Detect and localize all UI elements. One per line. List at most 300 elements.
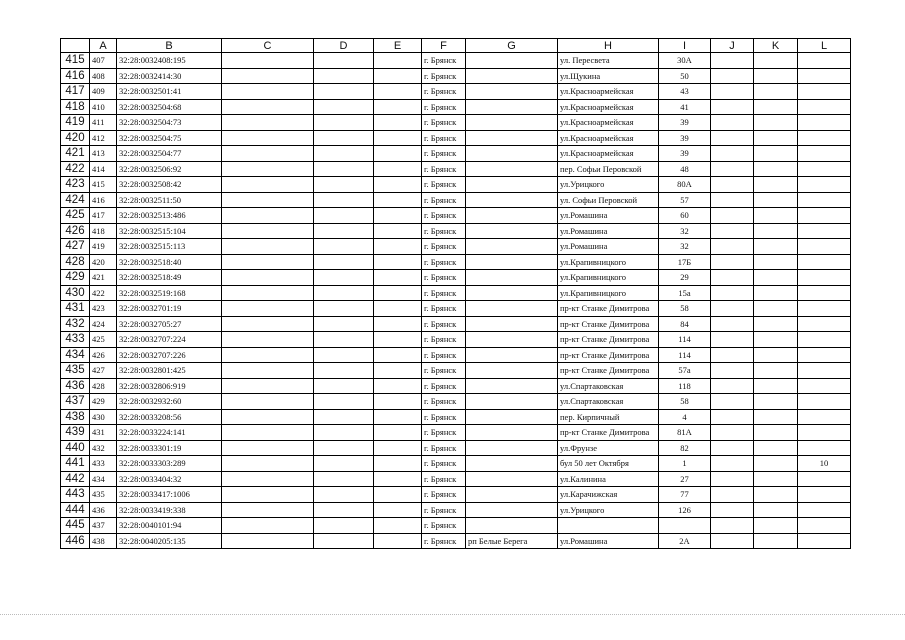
cell-j[interactable] bbox=[711, 471, 754, 487]
cell-a[interactable]: 438 bbox=[90, 533, 117, 549]
cell-i[interactable]: 43 bbox=[659, 84, 711, 100]
cell-h[interactable]: ул.Красноармейская bbox=[558, 115, 659, 131]
cell-e[interactable] bbox=[374, 68, 422, 84]
cell-i[interactable]: 4 bbox=[659, 409, 711, 425]
row-number[interactable]: 427 bbox=[61, 239, 90, 255]
cell-g[interactable] bbox=[466, 115, 558, 131]
cell-c[interactable] bbox=[222, 161, 314, 177]
cell-j[interactable] bbox=[711, 53, 754, 69]
cell-e[interactable] bbox=[374, 425, 422, 441]
cell-g[interactable] bbox=[466, 177, 558, 193]
cell-k[interactable] bbox=[754, 84, 798, 100]
cell-j[interactable] bbox=[711, 192, 754, 208]
cell-c[interactable] bbox=[222, 440, 314, 456]
cell-f[interactable]: г. Брянск bbox=[422, 84, 466, 100]
cell-j[interactable] bbox=[711, 130, 754, 146]
cell-h[interactable] bbox=[558, 518, 659, 534]
cell-l[interactable] bbox=[798, 99, 851, 115]
cell-g[interactable] bbox=[466, 456, 558, 472]
column-header[interactable]: J bbox=[711, 39, 754, 53]
cell-j[interactable] bbox=[711, 208, 754, 224]
cell-e[interactable] bbox=[374, 316, 422, 332]
cell-e[interactable] bbox=[374, 285, 422, 301]
cell-b[interactable]: 32:28:0033224:141 bbox=[117, 425, 222, 441]
cell-c[interactable] bbox=[222, 347, 314, 363]
cell-a[interactable]: 413 bbox=[90, 146, 117, 162]
cell-j[interactable] bbox=[711, 409, 754, 425]
cell-i[interactable]: 29 bbox=[659, 270, 711, 286]
cell-k[interactable] bbox=[754, 223, 798, 239]
cell-k[interactable] bbox=[754, 146, 798, 162]
cell-g[interactable] bbox=[466, 208, 558, 224]
cell-k[interactable] bbox=[754, 239, 798, 255]
cell-e[interactable] bbox=[374, 146, 422, 162]
cell-d[interactable] bbox=[314, 84, 374, 100]
cell-i[interactable]: 15а bbox=[659, 285, 711, 301]
cell-e[interactable] bbox=[374, 192, 422, 208]
cell-a[interactable]: 430 bbox=[90, 409, 117, 425]
cell-b[interactable]: 32:28:0032504:75 bbox=[117, 130, 222, 146]
cell-f[interactable]: г. Брянск bbox=[422, 471, 466, 487]
cell-i[interactable]: 57а bbox=[659, 363, 711, 379]
cell-g[interactable] bbox=[466, 239, 558, 255]
cell-b[interactable]: 32:28:0032504:68 bbox=[117, 99, 222, 115]
cell-j[interactable] bbox=[711, 84, 754, 100]
cell-b[interactable]: 32:28:0032513:486 bbox=[117, 208, 222, 224]
cell-g[interactable] bbox=[466, 347, 558, 363]
cell-i[interactable]: 77 bbox=[659, 487, 711, 503]
cell-h[interactable]: ул.Спартаковская bbox=[558, 394, 659, 410]
cell-f[interactable]: г. Брянск bbox=[422, 518, 466, 534]
cell-b[interactable]: 32:28:0032932:60 bbox=[117, 394, 222, 410]
cell-f[interactable]: г. Брянск bbox=[422, 316, 466, 332]
row-number[interactable]: 437 bbox=[61, 394, 90, 410]
cell-g[interactable] bbox=[466, 130, 558, 146]
column-header[interactable]: E bbox=[374, 39, 422, 53]
cell-k[interactable] bbox=[754, 363, 798, 379]
cell-l[interactable] bbox=[798, 270, 851, 286]
cell-i[interactable]: 48 bbox=[659, 161, 711, 177]
cell-a[interactable]: 429 bbox=[90, 394, 117, 410]
cell-d[interactable] bbox=[314, 456, 374, 472]
cell-d[interactable] bbox=[314, 115, 374, 131]
cell-j[interactable] bbox=[711, 533, 754, 549]
cell-d[interactable] bbox=[314, 254, 374, 270]
row-number[interactable]: 417 bbox=[61, 84, 90, 100]
row-number[interactable]: 426 bbox=[61, 223, 90, 239]
cell-a[interactable]: 434 bbox=[90, 471, 117, 487]
cell-e[interactable] bbox=[374, 487, 422, 503]
cell-k[interactable] bbox=[754, 394, 798, 410]
cell-b[interactable]: 32:28:0040101:94 bbox=[117, 518, 222, 534]
row-number[interactable]: 446 bbox=[61, 533, 90, 549]
cell-i[interactable]: 41 bbox=[659, 99, 711, 115]
cell-j[interactable] bbox=[711, 518, 754, 534]
cell-i[interactable]: 81А bbox=[659, 425, 711, 441]
cell-g[interactable] bbox=[466, 84, 558, 100]
cell-j[interactable] bbox=[711, 316, 754, 332]
cell-i[interactable]: 57 bbox=[659, 192, 711, 208]
cell-i[interactable]: 17Б bbox=[659, 254, 711, 270]
cell-e[interactable] bbox=[374, 409, 422, 425]
cell-g[interactable] bbox=[466, 425, 558, 441]
cell-e[interactable] bbox=[374, 378, 422, 394]
row-number[interactable]: 444 bbox=[61, 502, 90, 518]
cell-d[interactable] bbox=[314, 177, 374, 193]
cell-k[interactable] bbox=[754, 518, 798, 534]
column-header[interactable]: F bbox=[422, 39, 466, 53]
cell-b[interactable]: 32:28:0032515:104 bbox=[117, 223, 222, 239]
cell-a[interactable]: 418 bbox=[90, 223, 117, 239]
cell-l[interactable] bbox=[798, 332, 851, 348]
row-number[interactable]: 442 bbox=[61, 471, 90, 487]
cell-a[interactable]: 420 bbox=[90, 254, 117, 270]
row-number[interactable]: 425 bbox=[61, 208, 90, 224]
cell-d[interactable] bbox=[314, 130, 374, 146]
cell-a[interactable]: 419 bbox=[90, 239, 117, 255]
column-header[interactable]: C bbox=[222, 39, 314, 53]
cell-f[interactable]: г. Брянск bbox=[422, 409, 466, 425]
cell-b[interactable]: 32:28:0032515:113 bbox=[117, 239, 222, 255]
cell-h[interactable]: ул.Ромашина bbox=[558, 223, 659, 239]
row-number[interactable]: 431 bbox=[61, 301, 90, 317]
cell-c[interactable] bbox=[222, 409, 314, 425]
row-number[interactable]: 423 bbox=[61, 177, 90, 193]
cell-e[interactable] bbox=[374, 177, 422, 193]
column-header[interactable]: H bbox=[558, 39, 659, 53]
cell-f[interactable]: г. Брянск bbox=[422, 115, 466, 131]
cell-i[interactable]: 32 bbox=[659, 239, 711, 255]
cell-a[interactable]: 432 bbox=[90, 440, 117, 456]
cell-c[interactable] bbox=[222, 223, 314, 239]
cell-c[interactable] bbox=[222, 316, 314, 332]
row-number[interactable]: 430 bbox=[61, 285, 90, 301]
cell-d[interactable] bbox=[314, 285, 374, 301]
cell-l[interactable] bbox=[798, 68, 851, 84]
cell-c[interactable] bbox=[222, 254, 314, 270]
cell-d[interactable] bbox=[314, 394, 374, 410]
cell-b[interactable]: 32:28:0033303:289 bbox=[117, 456, 222, 472]
cell-k[interactable] bbox=[754, 53, 798, 69]
cell-e[interactable] bbox=[374, 130, 422, 146]
cell-h[interactable]: пр-кт Станке Димитрова bbox=[558, 301, 659, 317]
row-number[interactable]: 443 bbox=[61, 487, 90, 503]
cell-g[interactable] bbox=[466, 99, 558, 115]
cell-f[interactable]: г. Брянск bbox=[422, 487, 466, 503]
cell-k[interactable] bbox=[754, 254, 798, 270]
cell-c[interactable] bbox=[222, 394, 314, 410]
cell-f[interactable]: г. Брянск bbox=[422, 378, 466, 394]
column-header[interactable]: I bbox=[659, 39, 711, 53]
cell-i[interactable]: 50 bbox=[659, 68, 711, 84]
cell-c[interactable] bbox=[222, 471, 314, 487]
cell-c[interactable] bbox=[222, 301, 314, 317]
cell-f[interactable]: г. Брянск bbox=[422, 456, 466, 472]
cell-e[interactable] bbox=[374, 53, 422, 69]
cell-i[interactable]: 84 bbox=[659, 316, 711, 332]
cell-i[interactable]: 39 bbox=[659, 146, 711, 162]
cell-h[interactable]: пр-кт Станке Димитрова bbox=[558, 347, 659, 363]
cell-h[interactable]: ул.Крапивницкого bbox=[558, 254, 659, 270]
cell-h[interactable]: ул.Красноармейская bbox=[558, 99, 659, 115]
cell-a[interactable]: 425 bbox=[90, 332, 117, 348]
cell-d[interactable] bbox=[314, 301, 374, 317]
cell-f[interactable]: г. Брянск bbox=[422, 347, 466, 363]
cell-i[interactable]: 30А bbox=[659, 53, 711, 69]
cell-j[interactable] bbox=[711, 394, 754, 410]
cell-e[interactable] bbox=[374, 347, 422, 363]
cell-i[interactable]: 80А bbox=[659, 177, 711, 193]
cell-l[interactable] bbox=[798, 223, 851, 239]
cell-e[interactable] bbox=[374, 84, 422, 100]
cell-h[interactable]: ул. Пересвета bbox=[558, 53, 659, 69]
cell-h[interactable]: ул.Красноармейская bbox=[558, 84, 659, 100]
cell-c[interactable] bbox=[222, 99, 314, 115]
cell-l[interactable] bbox=[798, 177, 851, 193]
cell-f[interactable]: г. Брянск bbox=[422, 239, 466, 255]
cell-l[interactable] bbox=[798, 471, 851, 487]
cell-l[interactable] bbox=[798, 378, 851, 394]
cell-k[interactable] bbox=[754, 115, 798, 131]
cell-g[interactable] bbox=[466, 378, 558, 394]
cell-h[interactable]: пр-кт Станке Димитрова bbox=[558, 316, 659, 332]
cell-e[interactable] bbox=[374, 161, 422, 177]
cell-a[interactable]: 407 bbox=[90, 53, 117, 69]
cell-d[interactable] bbox=[314, 99, 374, 115]
cell-j[interactable] bbox=[711, 68, 754, 84]
cell-c[interactable] bbox=[222, 533, 314, 549]
column-header[interactable]: L bbox=[798, 39, 851, 53]
cell-c[interactable] bbox=[222, 239, 314, 255]
cell-h[interactable]: ул.Калинина bbox=[558, 471, 659, 487]
row-number[interactable]: 441 bbox=[61, 456, 90, 472]
cell-f[interactable]: г. Брянск bbox=[422, 130, 466, 146]
cell-b[interactable]: 32:28:0032518:40 bbox=[117, 254, 222, 270]
cell-f[interactable]: г. Брянск bbox=[422, 146, 466, 162]
cell-i[interactable] bbox=[659, 518, 711, 534]
cell-i[interactable]: 32 bbox=[659, 223, 711, 239]
cell-i[interactable]: 118 bbox=[659, 378, 711, 394]
cell-h[interactable]: пр-кт Станке Димитрова bbox=[558, 332, 659, 348]
cell-a[interactable]: 428 bbox=[90, 378, 117, 394]
cell-d[interactable] bbox=[314, 208, 374, 224]
cell-a[interactable]: 416 bbox=[90, 192, 117, 208]
cell-c[interactable] bbox=[222, 146, 314, 162]
cell-f[interactable]: г. Брянск bbox=[422, 177, 466, 193]
cell-c[interactable] bbox=[222, 68, 314, 84]
cell-l[interactable] bbox=[798, 254, 851, 270]
cell-d[interactable] bbox=[314, 332, 374, 348]
cell-a[interactable]: 417 bbox=[90, 208, 117, 224]
cell-g[interactable] bbox=[466, 161, 558, 177]
cell-f[interactable]: г. Брянск bbox=[422, 270, 466, 286]
cell-k[interactable] bbox=[754, 301, 798, 317]
cell-b[interactable]: 32:28:0032504:73 bbox=[117, 115, 222, 131]
cell-d[interactable] bbox=[314, 146, 374, 162]
cell-l[interactable] bbox=[798, 502, 851, 518]
cell-k[interactable] bbox=[754, 68, 798, 84]
cell-l[interactable] bbox=[798, 440, 851, 456]
cell-d[interactable] bbox=[314, 192, 374, 208]
cell-j[interactable] bbox=[711, 254, 754, 270]
cell-h[interactable]: ул.Крапивницкого bbox=[558, 285, 659, 301]
cell-i[interactable]: 58 bbox=[659, 301, 711, 317]
cell-b[interactable]: 32:28:0033404:32 bbox=[117, 471, 222, 487]
cell-g[interactable] bbox=[466, 332, 558, 348]
cell-g[interactable]: рп Белые Берега bbox=[466, 533, 558, 549]
row-number[interactable]: 435 bbox=[61, 363, 90, 379]
cell-a[interactable]: 427 bbox=[90, 363, 117, 379]
cell-b[interactable]: 32:28:0032705:27 bbox=[117, 316, 222, 332]
cell-g[interactable] bbox=[466, 363, 558, 379]
cell-e[interactable] bbox=[374, 471, 422, 487]
cell-a[interactable]: 431 bbox=[90, 425, 117, 441]
cell-g[interactable] bbox=[466, 254, 558, 270]
cell-f[interactable]: г. Брянск bbox=[422, 161, 466, 177]
cell-l[interactable] bbox=[798, 161, 851, 177]
cell-j[interactable] bbox=[711, 301, 754, 317]
cell-b[interactable]: 32:28:0032707:226 bbox=[117, 347, 222, 363]
cell-k[interactable] bbox=[754, 177, 798, 193]
row-number[interactable]: 433 bbox=[61, 332, 90, 348]
cell-l[interactable] bbox=[798, 347, 851, 363]
cell-d[interactable] bbox=[314, 440, 374, 456]
cell-e[interactable] bbox=[374, 518, 422, 534]
cell-b[interactable]: 32:28:0032508:42 bbox=[117, 177, 222, 193]
cell-c[interactable] bbox=[222, 177, 314, 193]
cell-b[interactable]: 32:28:0032707:224 bbox=[117, 332, 222, 348]
cell-d[interactable] bbox=[314, 161, 374, 177]
cell-k[interactable] bbox=[754, 192, 798, 208]
cell-j[interactable] bbox=[711, 440, 754, 456]
cell-f[interactable]: г. Брянск bbox=[422, 208, 466, 224]
cell-h[interactable]: ул. Софьи Перовской bbox=[558, 192, 659, 208]
cell-h[interactable]: пер. Кирпичный bbox=[558, 409, 659, 425]
cell-e[interactable] bbox=[374, 270, 422, 286]
cell-d[interactable] bbox=[314, 471, 374, 487]
cell-a[interactable]: 426 bbox=[90, 347, 117, 363]
cell-c[interactable] bbox=[222, 84, 314, 100]
cell-l[interactable] bbox=[798, 301, 851, 317]
cell-b[interactable]: 32:28:0032504:77 bbox=[117, 146, 222, 162]
cell-d[interactable] bbox=[314, 363, 374, 379]
cell-b[interactable]: 32:28:0032801:425 bbox=[117, 363, 222, 379]
cell-c[interactable] bbox=[222, 518, 314, 534]
cell-j[interactable] bbox=[711, 146, 754, 162]
cell-j[interactable] bbox=[711, 115, 754, 131]
cell-j[interactable] bbox=[711, 161, 754, 177]
cell-g[interactable] bbox=[466, 270, 558, 286]
cell-f[interactable]: г. Брянск bbox=[422, 363, 466, 379]
cell-a[interactable]: 410 bbox=[90, 99, 117, 115]
cell-l[interactable] bbox=[798, 239, 851, 255]
cell-i[interactable]: 27 bbox=[659, 471, 711, 487]
cell-c[interactable] bbox=[222, 502, 314, 518]
cell-f[interactable]: г. Брянск bbox=[422, 223, 466, 239]
cell-a[interactable]: 423 bbox=[90, 301, 117, 317]
cell-g[interactable] bbox=[466, 68, 558, 84]
cell-h[interactable]: ул.Урицкого bbox=[558, 502, 659, 518]
cell-d[interactable] bbox=[314, 270, 374, 286]
cell-a[interactable]: 408 bbox=[90, 68, 117, 84]
cell-k[interactable] bbox=[754, 425, 798, 441]
cell-h[interactable]: ул.Ромашина bbox=[558, 533, 659, 549]
cell-a[interactable]: 411 bbox=[90, 115, 117, 131]
cell-j[interactable] bbox=[711, 99, 754, 115]
cell-e[interactable] bbox=[374, 502, 422, 518]
cell-e[interactable] bbox=[374, 208, 422, 224]
cell-l[interactable] bbox=[798, 316, 851, 332]
cell-j[interactable] bbox=[711, 487, 754, 503]
cell-l[interactable] bbox=[798, 518, 851, 534]
cell-d[interactable] bbox=[314, 223, 374, 239]
cell-e[interactable] bbox=[374, 254, 422, 270]
cell-l[interactable] bbox=[798, 409, 851, 425]
cell-l[interactable] bbox=[798, 192, 851, 208]
cell-g[interactable] bbox=[466, 394, 558, 410]
cell-l[interactable] bbox=[798, 285, 851, 301]
row-number[interactable]: 419 bbox=[61, 115, 90, 131]
cell-c[interactable] bbox=[222, 53, 314, 69]
cell-a[interactable]: 415 bbox=[90, 177, 117, 193]
cell-c[interactable] bbox=[222, 208, 314, 224]
column-header[interactable]: D bbox=[314, 39, 374, 53]
cell-k[interactable] bbox=[754, 332, 798, 348]
cell-d[interactable] bbox=[314, 533, 374, 549]
cell-c[interactable] bbox=[222, 115, 314, 131]
cell-d[interactable] bbox=[314, 239, 374, 255]
cell-h[interactable]: ул.Урицкого bbox=[558, 177, 659, 193]
cell-h[interactable]: ул.Фрунзе bbox=[558, 440, 659, 456]
cell-j[interactable] bbox=[711, 363, 754, 379]
cell-l[interactable] bbox=[798, 487, 851, 503]
cell-d[interactable] bbox=[314, 68, 374, 84]
cell-i[interactable]: 39 bbox=[659, 115, 711, 131]
row-number[interactable]: 418 bbox=[61, 99, 90, 115]
cell-a[interactable]: 435 bbox=[90, 487, 117, 503]
cell-k[interactable] bbox=[754, 471, 798, 487]
cell-e[interactable] bbox=[374, 394, 422, 410]
cell-f[interactable]: г. Брянск bbox=[422, 254, 466, 270]
cell-f[interactable]: г. Брянск bbox=[422, 192, 466, 208]
cell-g[interactable] bbox=[466, 53, 558, 69]
cell-h[interactable]: ул.Красноармейская bbox=[558, 130, 659, 146]
cell-a[interactable]: 424 bbox=[90, 316, 117, 332]
cell-e[interactable] bbox=[374, 533, 422, 549]
cell-e[interactable] bbox=[374, 363, 422, 379]
cell-k[interactable] bbox=[754, 409, 798, 425]
cell-g[interactable] bbox=[466, 223, 558, 239]
cell-j[interactable] bbox=[711, 285, 754, 301]
cell-a[interactable]: 437 bbox=[90, 518, 117, 534]
cell-h[interactable]: ул.Красноармейская bbox=[558, 146, 659, 162]
cell-k[interactable] bbox=[754, 130, 798, 146]
cell-d[interactable] bbox=[314, 487, 374, 503]
cell-f[interactable]: г. Брянск bbox=[422, 53, 466, 69]
cell-c[interactable] bbox=[222, 456, 314, 472]
row-number[interactable]: 415 bbox=[61, 53, 90, 69]
cell-l[interactable] bbox=[798, 146, 851, 162]
cell-f[interactable]: г. Брянск bbox=[422, 301, 466, 317]
cell-e[interactable] bbox=[374, 456, 422, 472]
cell-k[interactable] bbox=[754, 378, 798, 394]
row-number[interactable]: 422 bbox=[61, 161, 90, 177]
cell-a[interactable]: 421 bbox=[90, 270, 117, 286]
row-number[interactable]: 440 bbox=[61, 440, 90, 456]
cell-c[interactable] bbox=[222, 192, 314, 208]
cell-d[interactable] bbox=[314, 53, 374, 69]
cell-e[interactable] bbox=[374, 301, 422, 317]
